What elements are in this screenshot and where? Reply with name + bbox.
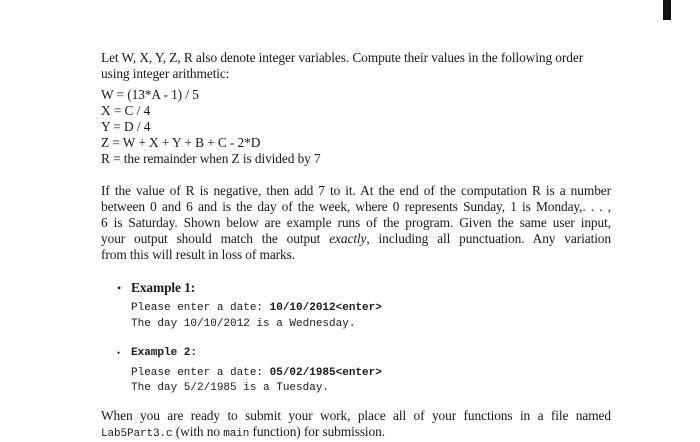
- formula-z: Z = W + X + Y + B + C - 2*D: [101, 135, 261, 150]
- intro-line-2: using integer arithmetic:: [101, 66, 230, 81]
- emphasis-exactly: exactly: [329, 231, 367, 246]
- bullet-icon: •: [117, 281, 122, 295]
- corner-mark: [663, 0, 671, 20]
- submission-line-1: When you are ready to submit your work, place all of your functions in a file named: [101, 408, 611, 423]
- submission-line-2: [101, 424, 611, 440]
- example-1-input: 10/10/2012<enter>: [269, 302, 382, 314]
- formula-r: R = the remainder when Z is divided by 7: [101, 151, 321, 166]
- explanation-line-5: from this will result in loss of marks.: [101, 247, 295, 262]
- explanation-paragraph: [101, 183, 611, 263]
- submission-filename: Lab5Part3.c: [101, 428, 173, 440]
- example-2-title: Example 2:: [131, 347, 198, 359]
- submission-code-main: main: [223, 428, 250, 440]
- explanation-line-1: If the value of R is negative, then add 7 to it. At the end of the computation R is a number: [101, 183, 611, 198]
- bullet-icon: •: [117, 348, 121, 358]
- explanation-line-3: 6 is Saturday. Shown below are example runs of the program. Given the same user input,: [101, 215, 611, 230]
- example-1-title: Example 1:: [131, 280, 196, 295]
- explanation-line-4-post: , including all punctuation. Any variation: [366, 231, 611, 246]
- example-2-prompt: Please enter a date:: [131, 367, 270, 379]
- intro-paragraph: [101, 50, 611, 82]
- explanation-line-2: between 0 and 6 and is the day of the week, where 0 represents Sunday, 1 is Monday,. . . ,: [101, 199, 611, 214]
- example-1-prompt: Please enter a date:: [131, 302, 270, 314]
- example-1-output: The day 10/10/2012 is a Wednesday.: [131, 318, 356, 330]
- explanation-line-4-pre: your output should match the output: [101, 231, 330, 246]
- example-2-input: 05/02/1985<enter>: [269, 367, 382, 379]
- explanation-line-4: [101, 231, 611, 247]
- example-2-prompt-line: [131, 366, 382, 380]
- intro-line-1: Let W, X, Y, Z, R also denote integer variables. Compute their values in the following order: [101, 50, 584, 65]
- submission-end: function) for submission.: [249, 424, 385, 439]
- formula-list: [101, 87, 321, 167]
- example-1-prompt-line: [131, 301, 382, 315]
- submission-mid: (with no: [172, 424, 224, 439]
- formula-y: Y = D / 4: [101, 119, 151, 134]
- formula-w: W = (13*A - 1) / 5: [101, 87, 199, 102]
- submission-paragraph: [101, 408, 611, 440]
- formula-x: X = C / 4: [101, 103, 151, 118]
- example-2-output: The day 5/2/1985 is a Tuesday.: [131, 382, 330, 394]
